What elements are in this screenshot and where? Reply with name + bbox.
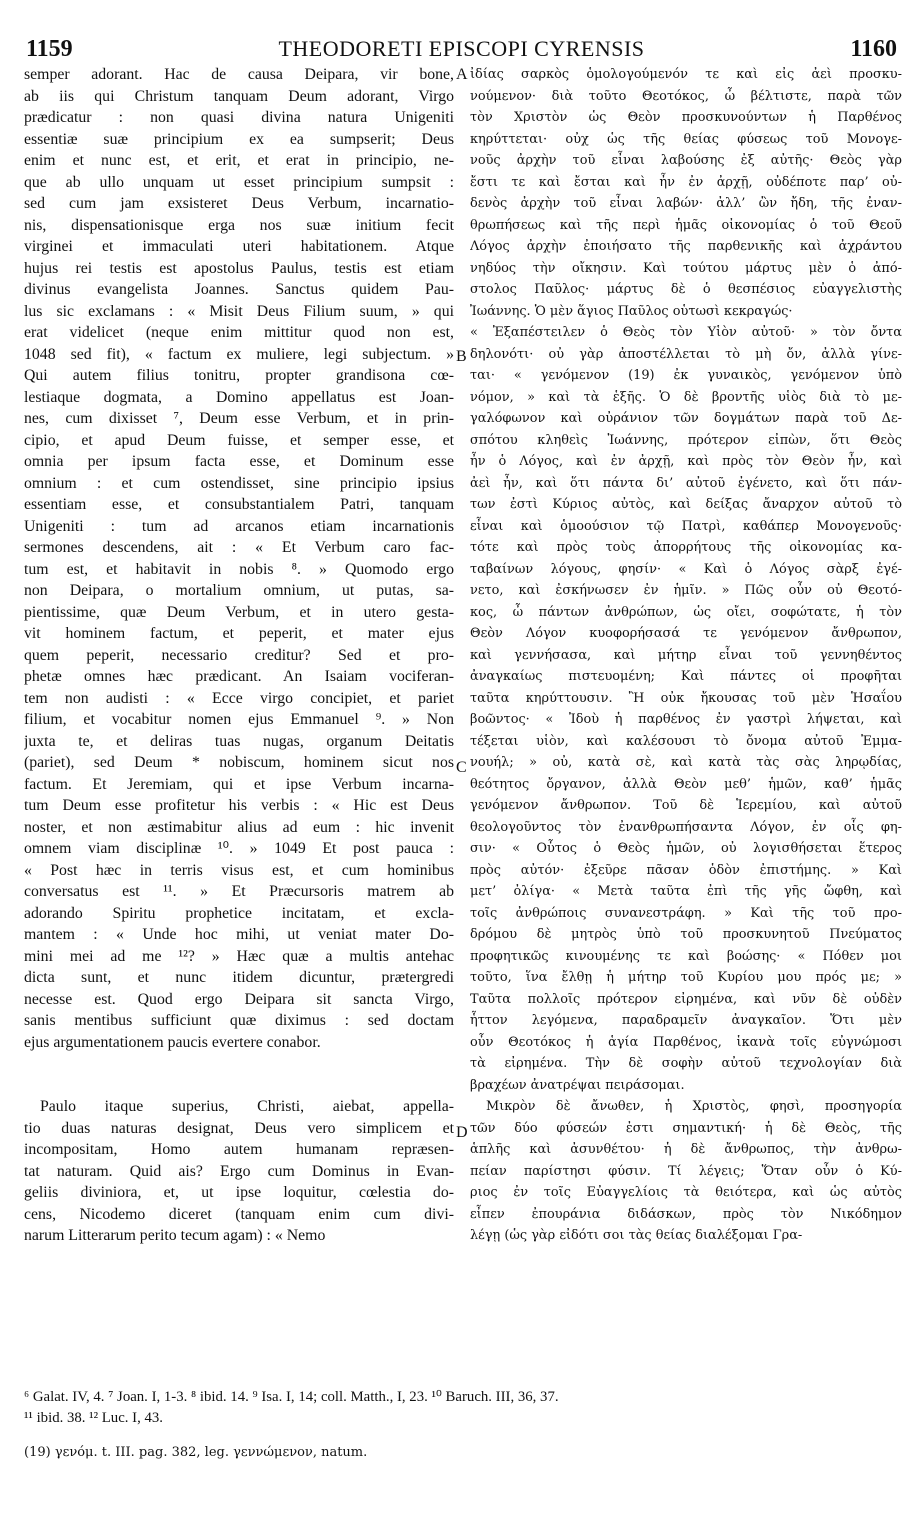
greek-text-line: εἶναι καὶ ὁμοούσιον τῷ Πατρὶ, καθάπερ Μονογενοῦς· xyxy=(470,518,902,534)
latin-text-line: factum. Et Jeremiam, qui et ipse Verbum incarna- xyxy=(24,775,454,793)
latin-text-line: necesse est. Quod ergo Deipara sit sancta Virgo, xyxy=(24,990,454,1008)
greek-text-line: ἦν ὁ Λόγος, καὶ ἐν ἀρχῇ, καὶ πρὸς τὸν Θεὸν ἦν, καὶ xyxy=(470,454,902,469)
latin-text-line: nes, cum dixisset ⁷, Deum esse Verbum, et in prin- xyxy=(24,410,454,427)
greek-text-line: πείαν παρίστησι φύσιν. Τί λέγεις; Ὅταν οὖν ὁ Κύ- xyxy=(470,1163,902,1179)
right-page-number: 1160 xyxy=(850,36,897,62)
latin-text-line: geliis diviniora, et, ut ipse loquitur, cœlestia do- xyxy=(24,1184,454,1201)
greek-text-line: τῶν δύο φύσεών ἐστι σημαντική· ἡ δὲ Θεὸς, τῆς xyxy=(470,1120,902,1136)
greek-column xyxy=(470,64,902,1247)
greek-text-line: νόμον, » καὶ τὰ ἑξῆς. Ὁ δὲ βροντῆς υἱὸς διὰ τὸ με- xyxy=(470,389,902,405)
latin-text-line: conversatus est ¹¹. » Et Præcursoris matrem ab xyxy=(24,883,454,900)
latin-text-line: incompositam, Homo autem humanam repræsen- xyxy=(24,1141,454,1158)
latin-text-line: mini mei ad me ¹²? » Hæc quæ a multis antehac xyxy=(24,947,454,965)
margin-marker-a: A xyxy=(456,66,468,83)
latin-text-line: hujus rei testis est apostolus Paulus, testis est etiam xyxy=(24,259,454,277)
latin-text-line: juxta te, et deliras tuas nugas, organum Deitatis xyxy=(24,732,454,750)
greek-text-line: καὶ γεννήσασα, καὶ μήτηρ εἶναι τοῦ γεννηθέντος xyxy=(470,647,902,663)
greek-text-line: τέξεται υἱὸν, καὶ καλέσουσι τὸ ὄνομα αὐτοῦ Ἐμμα- xyxy=(470,733,902,749)
latin-text-line: ab iis qui Christum tanquam Deum adorant, Virgo xyxy=(24,87,454,105)
latin-text-line: semper adorant. Hac de causa Deipara, vir bone, xyxy=(24,66,454,83)
latin-text-line: prædicatur : non quasi divina natura Unigeniti xyxy=(24,109,454,126)
latin-text-line: lestiaque dogmata, a Domino appellatus est Joan- xyxy=(24,388,454,406)
latin-text-line: Paulo itaque superius, Christi, aiebat, appella- xyxy=(40,1098,454,1115)
latin-text-line: sanis mentibus sufficiunt quæ diximus : sed doctam xyxy=(24,1012,454,1029)
latin-text-line: erat videlicet (neque enim mittitur quod non est, xyxy=(24,324,454,341)
greek-text-line: ἀεὶ ἦν, καὶ ὅτι πάντα δι’ αὐτοῦ ἐγένετο, καὶ ὅτι πάν- xyxy=(470,475,902,491)
latin-text-line: lus sic exclamans : « Misit Deus Filium suum, » qui xyxy=(24,302,454,320)
greek-text-line: εἶπεν ἐπουράνια διδάσκων, πρὸς τὸν Νικόδημον xyxy=(470,1206,902,1222)
greek-text-line: τὸν Χριστὸν ὡς Θεὸν προσκυνούντων ἡ Παρθένος xyxy=(470,110,902,125)
greek-text-line: νουήλ; » οὐ, κατὰ σὲ, καὶ κατὰ τὰς σὰς ληρῳδίας, xyxy=(470,755,902,770)
page-header xyxy=(26,36,897,64)
left-page-number: 1159 xyxy=(26,36,73,62)
greek-text-line: « Ἐξαπέστειλεν ὁ Θεὸς τὸν Υἱὸν αὐτοῦ· » τὸν ὄντα xyxy=(470,325,902,340)
margin-marker-d: D xyxy=(456,1124,468,1141)
greek-text-line: οὖν Θεοτόκος ἡ ἁγία Παρθένος, ἱκανὰ τοῖς εὐγνώμοσι xyxy=(470,1034,902,1050)
greek-text-line: κηρύττεται· οὐχ ὡς τῆς θείας φύσεως τοῦ Μονογε- xyxy=(470,131,902,147)
latin-text-line: pientissime, quæ Deum Verbum, et in utero gesta- xyxy=(24,603,454,621)
greek-text-line: σπότου κληθεὶς Ἰωάννης, πρότερον εἰπὼν, ὅτι Θεὸς xyxy=(470,432,902,448)
latin-text-line: essentiam esse, et consubstantialem Patri, tanquam xyxy=(24,496,454,513)
latin-text-line: « Post hæc in terris visus est, et cum hominibus xyxy=(24,861,454,879)
greek-text-line: Θεὸν Λόγον κυοφορήσασά τε γενόμενον ἄνθρωπον, xyxy=(470,626,902,641)
greek-text-line: δρόμου δὲ μητρὸς ὑπὸ τοῦ προσκυνητοῦ Πνεύματος xyxy=(470,927,902,942)
latin-text-line: enim et nunc est, et erit, et erat in principio, ne- xyxy=(24,152,454,169)
greek-text-line: γενόμενον ἄνθρωπον. Τοῦ δὲ Ἱερεμίου, καὶ αὐτοῦ xyxy=(470,798,902,813)
latin-text-line: omnium : et cum ostendisset, sine principio ipsius xyxy=(24,474,454,492)
greek-text-line: Ταῦτα πολλοῖς πρότερον εἰρημένα, καὶ νῦν δὲ οὐδὲν xyxy=(470,991,902,1007)
greek-text-line: ἔστι τε καὶ ἔσται καὶ ἦν ἐν ἀρχῇ, οὐδέποτε παρ’ οὐ- xyxy=(470,174,902,190)
footnote-line: (19) γενόμ. t. III. pag. 382, leg. γεννώμενον, natum. xyxy=(24,1445,368,1460)
latin-text-line xyxy=(24,1075,454,1097)
greek-text-line: νούμενον· διὰ τοῦτο Θεοτόκος, ὦ βέλτιστε, παρὰ τῶν xyxy=(470,88,902,104)
greek-text-line: Μικρὸν δὲ ἄνωθεν, ἡ Χριστὸς, φησὶ, προσηγορία xyxy=(486,1099,902,1114)
latin-text-line: tio duas naturas designat, Deus vero simplicem et xyxy=(24,1119,454,1137)
latin-text-line: tum est, et habitavit in nobis ⁸. » Quomodo ergo xyxy=(24,560,454,578)
latin-text-line: tem non audisti : « Ecce virgo concipiet, et pariet xyxy=(24,689,454,707)
greek-text-line: Λόγος ἀρχὴν ἐποιήσατο τῆς παρθενικῆς καὶ ἀχράντου xyxy=(470,239,902,254)
latin-text-line: narum Litterarum perito tecum agam) : « Nemo xyxy=(24,1227,326,1244)
greek-text-line: ἁπλῆς καὶ ἀσυνθέτου· ἡ δὲ ἄνθρωπος, τὴν ἀνθρω- xyxy=(470,1142,902,1157)
latin-text-line: tum Deum esse profitetur his verbis : « Hic est Deus xyxy=(24,797,454,814)
latin-text-line: nis, dispensationisque erga nos suæ initium fecit xyxy=(24,216,454,234)
latin-text-line: non Deipara, o mortalium omnium, ut putas, sa- xyxy=(24,582,454,599)
latin-text-line: ejus argumentationem paucis evertere conabor. xyxy=(24,1033,321,1051)
greek-text-line: δενὸς ἀρχὴν τοῦ εἶναι λαβών· ἀλλ’ ὢν ἤδη, τῆς ἐναν- xyxy=(470,196,902,211)
greek-text-line: μετ’ ὀλίγα· « Μετὰ ταῦτα ἐπὶ τῆς γῆς ὤφθη, καὶ xyxy=(470,884,902,899)
greek-text-line: Ἰωάννης. Ὁ μὲν ἅγιος Παῦλος οὑτωσὶ κεκραγώς· xyxy=(470,303,793,319)
latin-text-line: virginei et immaculati uteri habitationem. Atque xyxy=(24,238,454,255)
greek-text-line: θρωπήσεως καὶ τῆς περὶ ἡμᾶς οἰκονομίας ὁ τοῦ Θεοῦ xyxy=(470,217,902,233)
greek-text-line: ταῦτα κηρύττουσιν. Ἢ οὐκ ἤκουσας τοῦ μὲν Ἡσαΐου xyxy=(470,690,902,706)
greek-text-line: ται· « γενόμενον (19) ἐκ γυναικὸς, γενόμενον ὑπὸ xyxy=(470,368,902,383)
greek-text-line: τοῖς ἀνθρώποις συνανεστράφη. » Καὶ τῆς τοῦ προ- xyxy=(470,905,902,921)
footnote-line: ¹¹ ibid. 38. ¹² Luc. I, 43. xyxy=(24,1410,163,1426)
greek-text-line: δηλονότι· οὐ γὰρ ἀποστέλλεται τὸ μὴ ὄν, ἀλλὰ γίνε- xyxy=(470,346,902,362)
greek-text-line: νοῦς ἀρχὴν τοῦ εἶναι λαβούσης ἐξ αὐτῆς· Θεὸς γὰρ xyxy=(470,153,902,168)
latin-text-line: omnem viam disciplinæ ¹⁰. » 1049 Et post pauca : xyxy=(24,840,454,857)
greek-text-line: ταβαίνων λόγους, φησίν· « Καὶ ὁ Λόγος σὰρξ ἐγέ- xyxy=(470,561,902,577)
greek-text-line: θεολογοῦντος τὸν ἐνανθρωπήσαντα Λόγον, ἐν οἷς φη- xyxy=(470,819,902,835)
greek-text-line: κος, ὦ πάντων ἀνθρώπων, ὡς οἴει, σοφώτατε, ἡ τὸν xyxy=(470,604,902,620)
greek-text-line: λέγῃ (ὡς γὰρ εἰδότι σοι τὰς θείας διαλέξομαι Γρα- xyxy=(470,1228,803,1243)
latin-text-line: Qui autem filius tonitru, propter grandisona cœ- xyxy=(24,367,454,384)
greek-text-line: γαλόφωνον καὶ οὐράνιον τῶν δογμάτων παρὰ τοῦ Δε- xyxy=(470,411,902,426)
greek-text-line: προφητικῶς κινουμένης τε καὶ βοώσης· « Πόθεν μοι xyxy=(470,948,902,964)
running-title: THEODORETI EPISCOPI CYRENSIS xyxy=(278,36,645,61)
greek-text-line: ριος ἐν τοῖς Εὐαγγελίοις τὰ θειότερα, καὶ ὡς αὐτὸς xyxy=(470,1185,902,1200)
latin-text-line: divinus evangelista Joannes. Sanctus quidem Pau- xyxy=(24,281,454,298)
greek-text-line: νηδύος τὴν οἴκησιν. Καὶ τούτου μάρτυς μὲν ὁ ἀπό- xyxy=(470,260,902,276)
latin-text-line: omnia per ipsum facta esse, et Dominum esse xyxy=(24,453,454,470)
greek-text-line: ἰδίας σαρκὸς ὁμολογούμενόν τε καὶ εἰς ἀεὶ προσκυ- xyxy=(470,67,902,82)
greek-text-line: σιν· « Οὗτος ὁ Θεὸς ἡμῶν, οὐ λογισθήσεται ἕτερος xyxy=(470,841,902,856)
greek-text-line: στολος Παῦλος· μάρτυς δὲ ὁ θεσπέσιος εὐαγγελιστὴς xyxy=(470,282,902,297)
latin-text-line: dicta sunt, et nunc itidem dicuntur, prætergredi xyxy=(24,969,454,986)
latin-text-line: noster, et non æstimabitur alius ad eum : hic invenit xyxy=(24,818,454,836)
latin-text-line: quem peperit, necessario creditur? Sed et pro- xyxy=(24,646,454,664)
latin-text-line: sed cum jam exsisteret Deus Verbum, incarnatio- xyxy=(24,195,454,212)
greek-text-line: τοῦτο, ἵνα ἔλθῃ ἡ μήτηρ τοῦ Κυρίου μου πρός με; » xyxy=(470,970,902,985)
latin-text-line: mantem : « Unde hoc mihi, ut veniat mater Do- xyxy=(24,926,454,943)
latin-text-line: adorando Spiritu prophetice incitatam, et excla- xyxy=(24,904,454,922)
latin-text-line: (pariet), sed Deum * nobiscum, hominem sicut nos xyxy=(24,754,454,771)
greek-text-line: νετο, καὶ ἐσκήνωσεν ἐν ἡμῖν. » Πῶς οὖν οὐ Θεοτό- xyxy=(470,583,902,598)
margin-marker-b: B xyxy=(456,348,467,365)
latin-text-line: tat naturam. Quid ais? Ergo cum Dominus in Evan- xyxy=(24,1162,454,1180)
latin-text-line: phetæ omnes hæc prædicant. An Isaiam vociferan- xyxy=(24,668,454,685)
latin-text-line: essentiæ suæ principium ex ea sumpserit; Deus xyxy=(24,130,454,148)
latin-text-line: 1048 sed fit), « factum ex muliere, legi subjectum. » xyxy=(24,345,454,363)
latin-text-line: vit hominem factum, et peperit, et mater ejus xyxy=(24,625,454,642)
latin-text-line: cens, Nicodemo diceret (tanquam enim cum divi- xyxy=(24,1205,454,1223)
greek-text-line: θεότητος ὄργανον, ἀλλὰ Θεὸν μεθ’ ἡμῶν, καθ’ ἡμᾶς xyxy=(470,776,902,792)
latin-text-line xyxy=(24,1053,454,1075)
greek-text-line: των ἐστὶ Κύριος αὐτὸς, καὶ δείξας ἄναρχον αὐτοῦ τὸ xyxy=(470,497,902,512)
latin-text-line: que ab ullo unquam ut esset principium sumpsit : xyxy=(24,173,454,191)
latin-text-line: sermones descendens, ait : « Et Verbum caro fac- xyxy=(24,539,454,556)
greek-text-line: ἀναγκαίως πιστευομένη; Καὶ πάντες οἱ προφῆται xyxy=(470,669,902,684)
greek-text-line: πρὸς αὐτόν· ἐξεῦρε πᾶσαν ὁδὸν ἐπιστήμης. » Καὶ xyxy=(470,862,902,878)
greek-text-line: τότε καὶ πρὸς τοὺς ἀπορρήτους τῆς οἰκονομίας κα- xyxy=(470,540,902,555)
latin-text-line: cipio, et apud Deum fuisse, et semper esse, et xyxy=(24,431,454,449)
greek-text-line: βοῶντος· « Ἰδοὺ ἡ παρθένος ἐν γαστρὶ λήψεται, καὶ xyxy=(470,712,902,727)
greek-text-line: τὰ εἰρημένα. Τὴν δὲ σοφὴν αὐτοῦ τεχνολογίαν διὰ xyxy=(470,1056,902,1071)
latin-text-line: filium, et vocabitur nomen ejus Emmanuel ⁹. » Non xyxy=(24,711,454,728)
greek-text-line: βραχέων ἀνατρέψαι πειράσομαι. xyxy=(470,1077,685,1093)
footnote-line: ⁶ Galat. IV, 4. ⁷ Joan. I, 1-3. ⁸ ibid. 14. ⁹ Isa. I, 14; coll. Matth., I, 23. ¹⁰ Baruch. III, 36, 37. xyxy=(24,1389,559,1405)
latin-text-line: Unigeniti : tum ad arcanos etiam incarnationis xyxy=(24,517,454,535)
greek-text-line: ἧττον λεγόμενα, παραδραμεῖν ἀναγκαῖον. Ὅτι μὲν xyxy=(470,1013,902,1028)
margin-marker-c: C xyxy=(456,759,467,776)
latin-column xyxy=(24,64,454,1247)
